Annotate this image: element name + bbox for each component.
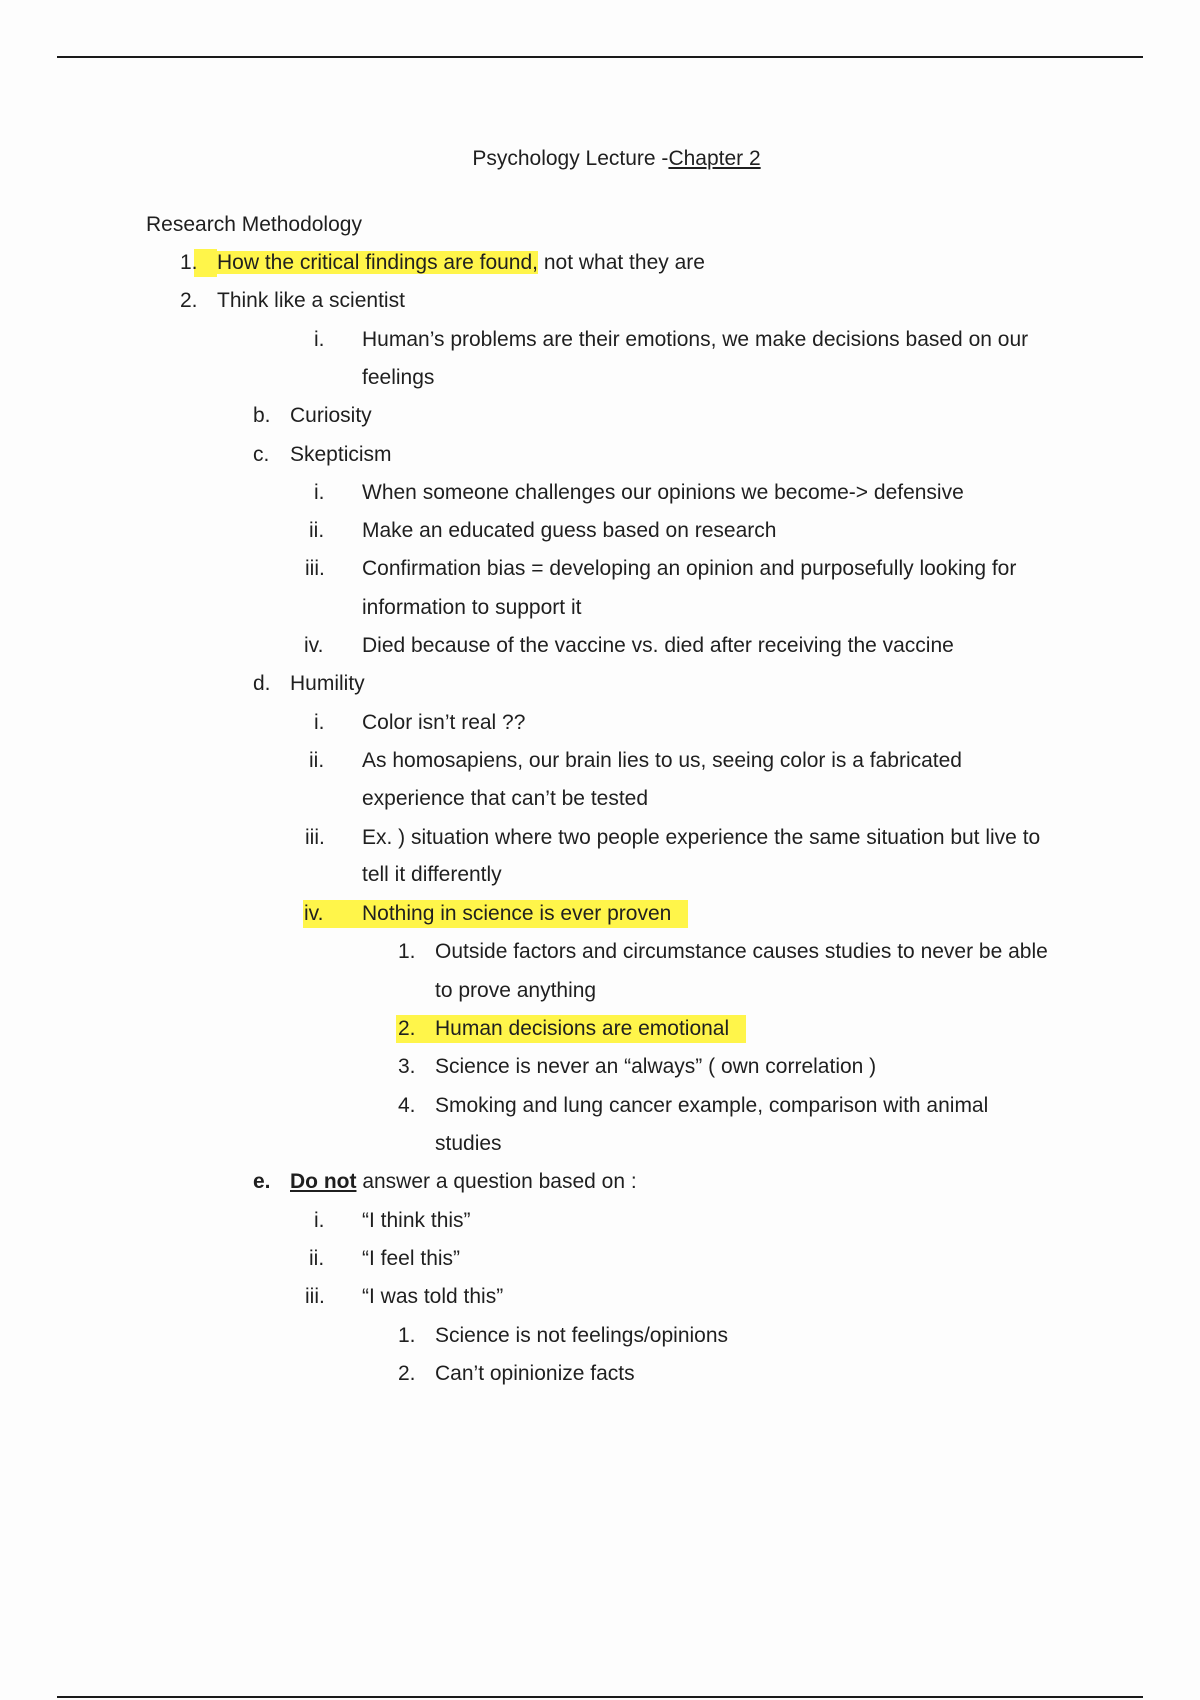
list-marker: ii. [309,749,325,772]
item-text-continued: to prove anything [435,979,597,1002]
item-text: Science is never an “always” ( own correlation ) [435,1055,877,1078]
item-text: Human’s problems are their emotions, we make decisions based on our [362,328,1029,351]
item-text: As homosapiens, our brain lies to us, seeing color is a fabricated [362,749,962,772]
list-marker: i. [314,328,325,351]
list-marker: 1. [398,1324,416,1347]
item-text: Humility [290,672,365,695]
list-marker: ii. [309,519,325,542]
item-text: Curiosity [290,404,372,427]
title-chapter: Chapter 2 [668,147,761,170]
list-item [0,632,1200,660]
list-item [0,1053,1200,1081]
section-heading: Research Methodology [146,213,362,236]
list-item [0,479,1200,507]
list-marker: e. [253,1170,271,1193]
list-marker: i. [314,711,325,734]
list-item [0,287,1200,315]
item-text: “I was told this” [362,1285,504,1308]
list-marker: 2. [398,1017,416,1040]
list-item [0,1360,1200,1388]
highlighted-text: How the critical findings are found, [217,251,538,274]
list-item [0,1207,1200,1235]
item-text: Died because of the vaccine vs. died after receiving the vaccine [362,634,954,657]
list-marker: 2. [180,289,198,312]
list-marker: 2. [398,1362,416,1385]
item-text: “I think this” [362,1209,471,1232]
item-text: Can’t opinionize facts [435,1362,635,1385]
list-item [0,1283,1200,1311]
list-marker: iv. [304,902,324,925]
list-item [0,441,1200,469]
list-marker: iii. [305,1285,325,1308]
list-item [0,402,1200,430]
list-item [0,1092,1200,1120]
item-text: Think like a scientist [217,289,405,312]
list-marker: 4. [398,1094,416,1117]
list-marker: b. [253,404,271,427]
item-text: Smoking and lung cancer example, comparison with animal [435,1094,989,1117]
item-text: Skepticism [290,443,392,466]
list-item [0,1245,1200,1273]
item-text: Ex. ) situation where two people experience the same situation but live to [362,826,1041,849]
item-text-continued: experience that can’t be tested [362,787,649,810]
item-text: Confirmation bias = developing an opinion and purposefully looking for [362,557,1017,580]
item-text-continued: tell it differently [362,863,502,886]
list-marker: iii. [305,826,325,849]
item-text: “I feel this” [362,1247,461,1270]
list-item [0,747,1200,775]
item-text-continued: studies [435,1132,502,1155]
list-item [0,709,1200,737]
list-marker: 1. [180,251,198,274]
list-item [0,1015,1200,1043]
list-item [0,517,1200,545]
item-text-continued: information to support it [362,596,582,619]
list-marker: d. [253,672,271,695]
list-marker: iii. [305,557,325,580]
item-text: When someone challenges our opinions we become-> defensive [362,481,964,504]
list-item [0,249,1200,277]
list-item [0,326,1200,354]
list-item [0,1322,1200,1350]
list-item [0,1168,1200,1196]
item-text: Outside factors and circumstance causes studies to never be able [435,940,1048,963]
list-item [0,555,1200,583]
emphasis-text: Do not [290,1170,357,1193]
item-text: not what they are [538,251,705,274]
list-item [0,938,1200,966]
item-text: answer a question based on : [356,1170,637,1193]
list-marker: ii. [309,1247,325,1270]
list-marker: c. [253,443,270,466]
list-marker: 1. [398,940,416,963]
title-prefix: Psychology Lecture - [472,147,669,170]
list-marker: i. [314,481,325,504]
item-text: Science is not feelings/opinions [435,1324,729,1347]
highlighted-text: Human decisions are emotional [435,1017,730,1040]
item-text-continued: feelings [362,366,435,389]
page-title [0,145,1200,173]
highlighted-text: Nothing in science is ever proven [362,902,672,925]
top-rule [57,56,1143,58]
list-item [0,824,1200,852]
item-text: Color isn’t real ?? [362,711,526,734]
list-item [0,670,1200,698]
bottom-rule [57,1696,1143,1698]
list-marker: iv. [304,634,324,657]
item-text: Make an educated guess based on research [362,519,777,542]
list-marker: i. [314,1209,325,1232]
list-marker: 3. [398,1055,416,1078]
list-item [0,900,1200,928]
